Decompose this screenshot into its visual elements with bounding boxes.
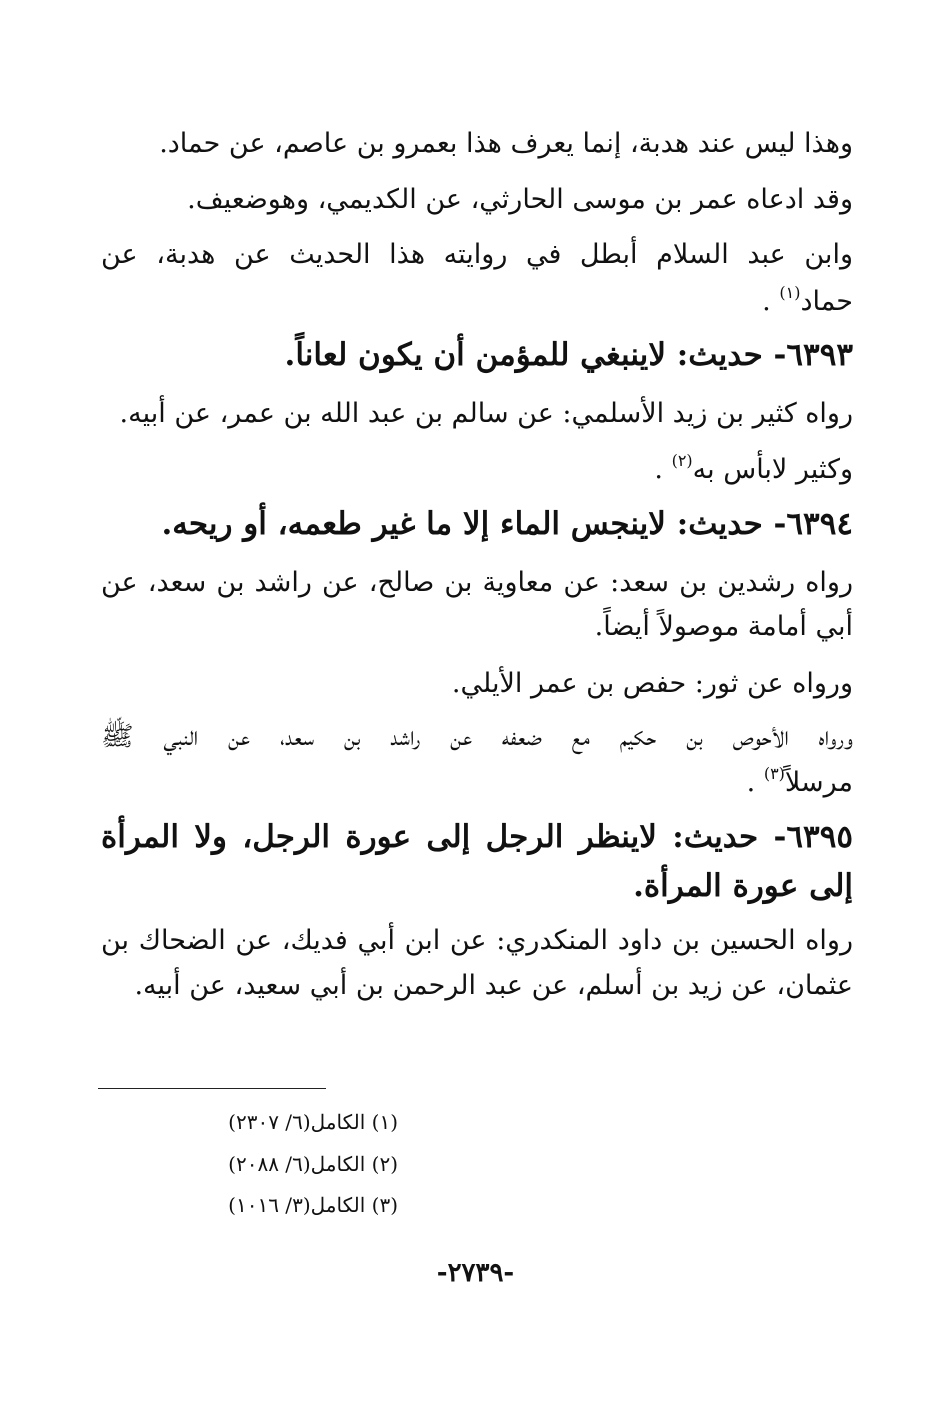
text-line (101, 763, 853, 806)
text-line: ورواه عن ثور: حفص بن عمر الأيلي. (451, 668, 853, 699)
text-fragment: حماد (800, 286, 853, 317)
hadith-heading: إلى عورة المرأة. (633, 868, 853, 904)
hadith-heading: ٦٣٩٣- حديث: لاينبغي للمؤمن أن يكون لعاناً. (284, 337, 853, 373)
footnote-separator (98, 1088, 326, 1089)
text-line: رواه كثير بن زيد الأسلمي: عن سالم بن عبد الله بن عمر، عن أبيه. (119, 398, 853, 429)
hadith-heading: ٦٣٩٥- حديث: لاينظر الرجل إلى عورة الرجل، ولا المرأة (101, 819, 853, 855)
footnote-ref: (١) (779, 283, 801, 302)
text-line: وهذا ليس عند هدبة، إنما يعرف هذا بعمرو بن عاصم، عن حماد. (159, 128, 853, 159)
hadith-heading: ٦٣٩٤- حديث: لاينجس الماء إلا ما غير طعمه، أو ريحه. (161, 506, 853, 542)
text-line: رواه الحسين بن داود المنكدري: عن ابن أبي فديك، عن الضحاك بن (101, 925, 853, 956)
text-fragment: وكثير لابأس به (692, 454, 853, 485)
text-line: وقد ادعاه عمر بن موسى الحارثي، عن الكديمي، وهوضعيف. (187, 184, 853, 215)
footnote: (١) الكامل(٦/ ٢٣٠٧) (228, 1110, 398, 1134)
footnote-ref: (٢) (671, 451, 693, 470)
footnote: (٣) الكامل(٣/ ١٠١٦) (228, 1193, 398, 1217)
text-fragment: . (762, 286, 771, 317)
text-line (101, 282, 853, 325)
text-fragment: مرسلاً (784, 767, 853, 798)
text-line: ورواه الأحوص بن حكيم مع ضعفه عن راشد بن سعد، عن النبي ﷺ (101, 721, 853, 752)
text-fragment: . (746, 767, 756, 798)
text-line: عثمان، عن زيد بن أسلم، عن عبد الرحمن بن أبي سعيد، عن أبيه. (134, 970, 853, 1001)
footnote: (٢) الكامل(٦/ ٢٠٨٨) (228, 1152, 398, 1176)
text-line (101, 450, 853, 493)
footnote-ref: (٣) (763, 764, 785, 783)
text-line: أبي أمامة موصولاً أيضاً. (594, 611, 853, 642)
page-number: -٢٧٣٩- (436, 1258, 515, 1288)
text-line: وابن عبد السلام أبطل في روايته هذا الحديث عن هدبة، عن (101, 239, 853, 270)
text-fragment: . (654, 454, 663, 485)
text-line: رواه رشدين بن سعد: عن معاوية بن صالح، عن راشد بن سعد، عن (101, 567, 853, 598)
